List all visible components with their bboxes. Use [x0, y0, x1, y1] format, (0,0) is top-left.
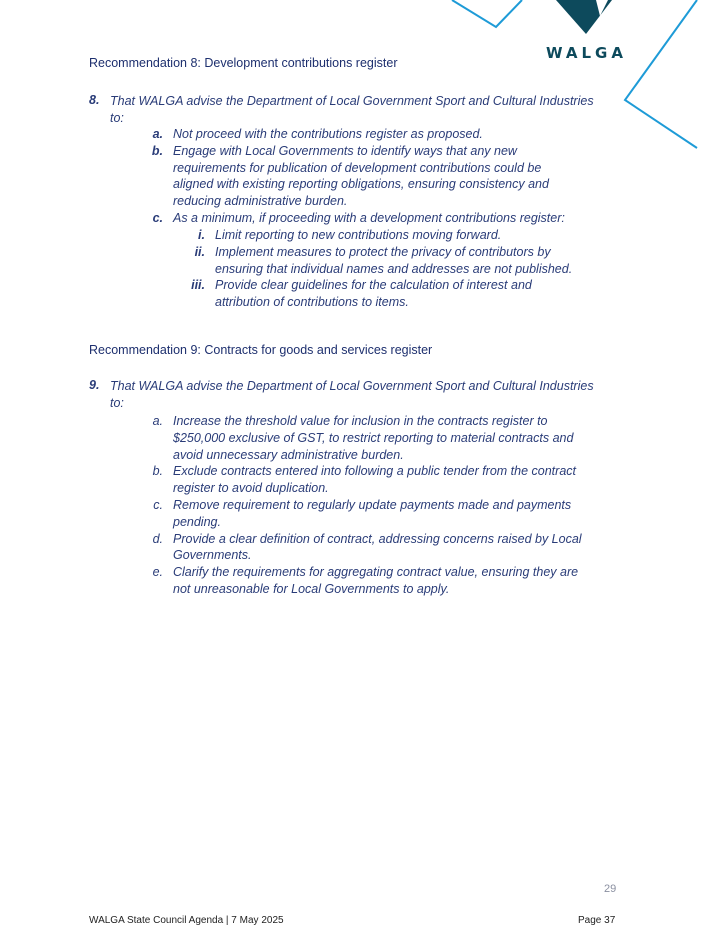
rec9-item-line: not unreasonable for Local Governments to apply. — [173, 581, 450, 596]
rec9-item-line: Exclude contracts entered into following a public tender from the contract — [173, 464, 576, 479]
rec9-heading: Recommendation 9: Contracts for goods and services register — [89, 343, 433, 357]
rec8-sub-item-text — [215, 244, 640, 278]
rec8-sub-item-text — [215, 227, 640, 244]
rec9-item-text — [173, 413, 640, 463]
rec8-heading: Recommendation 8: Development contributions register — [89, 56, 398, 70]
rec9-intro-line1: That WALGA advise the Department of Local Government Sport and Cultural Industries — [110, 379, 594, 393]
rec8-sub-item-text — [215, 277, 640, 311]
rec8-item-text — [173, 143, 640, 210]
rec8-intro-text — [110, 93, 630, 127]
rec9-item-label: b. — [152, 464, 163, 479]
rec8-item-line: requirements for publication of development contributions could be — [173, 160, 542, 175]
rec9-item-label: a. — [152, 414, 163, 428]
rec9-intro-text — [110, 378, 630, 412]
rec9-item-line: Increase the threshold value for inclusion in the contracts register to — [173, 414, 548, 428]
rec8-sub-item-line: ensuring that individual names and addresses are not published. — [215, 261, 573, 276]
rec9-number: 9. — [89, 378, 100, 392]
rec8-sub-item-label: iii. — [191, 278, 205, 293]
rec8-intro-line2: to: — [110, 111, 124, 125]
rec9-item-text — [173, 497, 640, 531]
rec8-sub-item-line: Implement measures to protect the privacy of contributors by — [215, 244, 551, 259]
rec8-item-text — [173, 126, 640, 143]
rec8-item-line: aligned with existing reporting obligations, ensuring consistency and — [173, 177, 549, 192]
rec8-sub-item-line: Limit reporting to new contributions moving forward. — [215, 228, 502, 242]
rec9-item-text — [173, 564, 640, 598]
rec9-item-line: Provide a clear definition of contract, addressing concerns raised by Local — [173, 531, 582, 546]
rec9-item-line: Remove requirement to regularly update payments made and payments — [173, 498, 572, 512]
rec9-item-line: $250,000 exclusive of GST, to restrict reporting to material contracts and — [173, 430, 574, 445]
rec8-item-line: As a minimum, if proceeding with a development contributions register: — [173, 211, 565, 225]
rec9-intro-line2: to: — [110, 396, 124, 410]
rec9-item-line: register to avoid duplication. — [173, 481, 329, 496]
rec9-item-line: pending. — [173, 514, 221, 529]
rec8-item-line: reducing administrative burden. — [173, 194, 348, 209]
rec9-item-text — [173, 463, 640, 497]
rec8-item-label: c. — [152, 211, 163, 225]
rec9-item-label: c. — [153, 498, 163, 512]
rec8-sub-item-label: ii. — [194, 244, 205, 259]
document-page-number: 29 — [604, 883, 617, 895]
rec8-item-text — [173, 210, 640, 227]
rec8-number: 8. — [89, 93, 100, 107]
rec9-item-line: Governments. — [173, 548, 252, 563]
rec8-sub-item-line: attribution of contributions to items. — [215, 295, 409, 310]
rec8-sub-item-label: i. — [198, 228, 205, 242]
rec8-item-label: b. — [151, 143, 163, 158]
rec8-item-label: a. — [152, 127, 163, 141]
rec9-item-text — [173, 531, 640, 565]
rec9-item-line: avoid unnecessary administrative burden. — [173, 447, 404, 462]
rec9-item-line: Clarify the requirements for aggregating contract value, ensuring they are — [173, 565, 579, 580]
rec8-intro-line1: That WALGA advise the Department of Local Government Sport and Cultural Industries — [110, 94, 594, 108]
rec8-item-line: Engage with Local Governments to identify ways that any new — [173, 143, 517, 158]
footer-page-number: Page 37 — [578, 915, 616, 926]
walga-logo-wordmark: WALGA — [546, 44, 627, 62]
rec8-item-line: Not proceed with the contributions register as proposed. — [173, 127, 483, 141]
footer-agenda-title: WALGA State Council Agenda | 7 May 2025 — [89, 915, 284, 926]
rec8-sub-item-line: Provide clear guidelines for the calculation of interest and — [215, 278, 532, 293]
rec9-item-label: e. — [152, 565, 163, 580]
decor-line-left — [452, 0, 522, 27]
rec9-item-label: d. — [152, 531, 163, 546]
